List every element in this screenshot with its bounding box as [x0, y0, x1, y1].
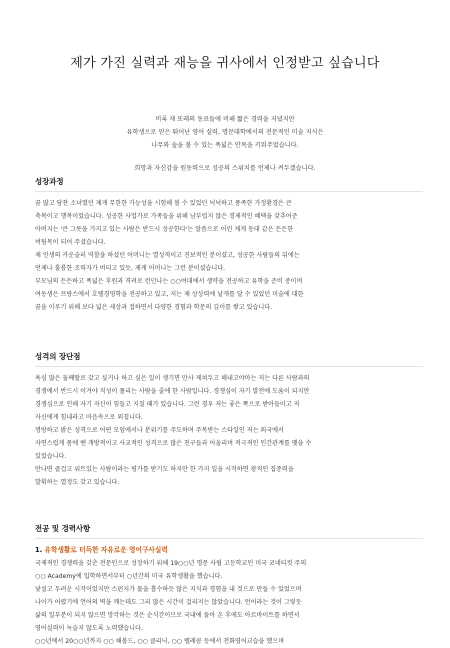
paragraph-line: 경쟁심으로 인해 자기 자신이 힘들고 지칠 때가 있습니다. 그런 경우 저는 좋은 쪽으로 받아들이고 저	[35, 401, 300, 408]
paragraph-line: 경쟁에서 반드시 이겨야 직성이 풀리는 사람을 줄에 한 사람입니다. 경쟁심이 자기 발전에 도움이 되지만	[35, 388, 310, 395]
intro-line: 희망과 자신감을 원동력으로 성공의 스위치를 언제나 켜두겠습니다.	[134, 165, 316, 172]
intro-line: 나무와 숲을 볼 수 있는 폭넓은 안목을 키워주었습니다.	[151, 142, 299, 149]
section-title: 성격의 장단점	[35, 351, 423, 367]
paragraph-line: 부모님의 든든하고 폭넓은 후원과 격려로 런던나는 ○○여대에서 생약을 전공하고 유학을 준비 중이며	[35, 278, 303, 285]
paragraph-line: 삶의 일부분이 되지 않으면 망각하는 것은 순식간이므로 국내에 돌아 온 후에도 아르바이트를 하면서	[35, 612, 300, 619]
paragraph-line: 언제나 훌륭한 조력자가 버티고 있듯, 제게 어머니는 그런 분이셨습니다.	[35, 265, 226, 272]
paragraph-line: 낯설고 두려운 시작이었지만 스펀지가 물을 흡수하듯 많은 지식과 경험을 내 것으로 만들 수 있었으며	[35, 586, 302, 593]
section-title: 전공 및 경력사항	[35, 523, 423, 539]
paragraph-line: 있었습니다.	[35, 453, 67, 460]
paragraph-line: 발휘하는 열정도 갖고 있습니다.	[35, 479, 120, 486]
paragraph-line: ○○년에서 20○○년까지 ○○ 해볼드, ○○ 클리닉, ○○ 텔레콤 등에서 전화영어교습을 했으며	[35, 638, 284, 645]
page-title: 제가 가진 실력과 재능을 귀사에서 인정받고 싶습니다	[70, 56, 380, 71]
intro-line: 비록 제 또래의 동료들에 비해 짧은 경력을 지녔지만	[155, 116, 295, 123]
paragraph-line: 꿈을 이루기 위해 보다 넓은 세상과 접하면서 다양한 경험과 학문의 깊이를 쌓고 있습니다.	[35, 304, 273, 311]
subheading-number: 1.	[35, 546, 43, 554]
section-personality	[35, 351, 423, 489]
paragraph-line: 국제적인 경쟁력을 갖춘 전문인으로 성장하기 위해 19○○년 명문 사립 고등학교인 미국 코네티컷 주의	[35, 560, 307, 567]
section-career	[35, 523, 423, 648]
subheading-text: 유학생활로 터득한 자유로운 영어구사실력	[44, 546, 168, 554]
paragraph-line: 자신에게 힘내라고 마음속으로 외칩니다.	[35, 414, 143, 421]
paragraph-line: 제 인생의 카운슬러 역할을 하셨던 어머니는 열성적이고 진보적인 분이셨고, 성공한 사람들의 뒤에는	[35, 252, 300, 259]
paragraph-line: ○○ Academy에 입학하면서부터 ○년간의 미국 유학생활을 했습니다.	[35, 573, 223, 580]
intro-line: 유학생으로 얻은 뛰어난 영어 실력, 명문대학에서의 전문적인 미술 지식은	[126, 129, 324, 136]
paragraph-line: 버팀목이 되어 주셨습니다.	[35, 239, 106, 246]
paragraph-line: 축복이고 행복이었습니다. 성공한 사업가로 가족들을 위해 남부럽지 않은 경제적인 혜택을 갖추어준	[35, 213, 298, 220]
section-growth	[35, 176, 423, 314]
subheading	[35, 544, 423, 557]
intro-block	[0, 113, 450, 175]
paragraph-line: 만나면 즐겁고 위트있는 사람이라는 평가를 받기도 하지만 한 가지 일을 시작하면 광적인 집중력을	[35, 466, 294, 473]
paragraph-line: 자연스럽게 몸에 밴 개방적이고 사교적인 성격으로 많은 친구들과 어울리며 적극적인 인간관계를 맺을 수	[35, 440, 312, 447]
paragraph-line: 여동생은 프랑스에서 호텔경영학을 전공하고 있고, 저는 제 상상력에 날개를 달 수 있었던 미술에 대한	[35, 291, 304, 298]
paragraph-line: 아버지는 '큰 그릇을 가지고 있는 사람은 반드시 성공한다'는 말씀으로 어린 제게 동대 같은 든든한	[35, 226, 294, 233]
section-title: 성장과정	[35, 176, 423, 192]
paragraph-line: 꿈 많고 당찬 소녀였던 제게 무한한 가능성을 시험해 볼 수 있었던 넉넉하고 풍족한 가정환경은 큰	[35, 200, 292, 207]
paragraph-line: 나이가 어렸기에 언어의 벽을 깨는데도 그리 많은 시간이 걸리지는 않았습니다. 언어라는 것이 그렇듯	[35, 599, 302, 606]
paragraph-line: 명랑하고 밝은 성격으로 어떤 모임에서나 분위기를 주도하며 주목받는 스타일인 저는 외국에서	[35, 427, 284, 434]
paragraph-line: 욕심 많은 둘째딸로 갖고 싶거나 하고 싶은 일이 생기면 만사 제쳐두고 해내고야마는 저는 다른 사람과의	[35, 375, 310, 382]
paragraph-line: 영어실력이 녹슬지 않도록 노력했습니다.	[35, 625, 143, 632]
